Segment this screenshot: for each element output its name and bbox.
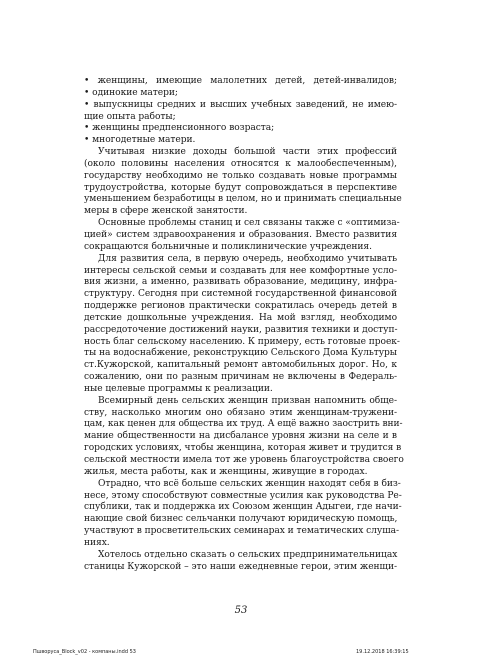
print-slug-file: Пшворуса_Block_v02 - компаны.indd 53 <box>33 649 136 655</box>
text-line: городских условиях, чтобы женщина, которая живет и трудится в <box>84 443 402 454</box>
text-line: поддержке регионов практически сократилась очередь детей в <box>84 301 397 312</box>
text-line: трудоустройства, которые будут сопровождаться в перспективе <box>84 182 397 193</box>
text-line: участвуют в просветительских семинарах и тематических слуша- <box>84 526 399 537</box>
text-line: нающие свой бизнес сельчанки получают юридическую помощь, <box>84 514 398 525</box>
text-line: Хотелось отдельно сказать о сельских предпринимательницах <box>98 549 398 560</box>
text-line: • многодетные матери. <box>84 135 196 146</box>
text-line: Отрадно, что всё больше сельских женщин находят себя в биз- <box>98 478 401 489</box>
text-line: рассредоточение достижений науки, развития техники и доступ- <box>84 324 398 335</box>
text-line: жилья, места работы, как и женщины, живущие в городах. <box>84 466 368 477</box>
text-line: • женщины предпенсионного возраста; <box>84 123 275 134</box>
text-line: Всемирный день сельских женщин призван напомнить обще- <box>98 395 397 406</box>
text-line: Учитывая низкие доходы большой части этих профессий <box>98 147 397 158</box>
text-line: Для развития села, в первую очередь, необходимо учитывать <box>98 253 397 264</box>
text-line: структуру. Сегодня при системной государственной финансовой <box>84 289 397 300</box>
text-line: уменьшением безработицы в целом, но и принимать специальные <box>84 194 402 205</box>
text-line: мание общественности на дисбалансе уровня жизни на селе и в <box>84 431 397 442</box>
text-line: сельской местности имела тот же уровень благоустройства своего <box>84 455 404 465</box>
text-line: цам, как ценен для общества их труд. А ещё важно заострить вни- <box>84 419 403 430</box>
text-line: ниях. <box>84 537 110 548</box>
text-line: (около половины населения относятся к малообеспеченным), <box>84 158 397 169</box>
text-line: сожалению, они по разным причинам не включены в Федераль- <box>84 372 397 383</box>
text-line: несе, этому способствуют совместные усилия как руководства Ре- <box>84 490 402 501</box>
print-slug-timestamp: 19.12.2018 16:39:15 <box>356 649 409 655</box>
text-line: ные целевые программы к реализации. <box>84 383 273 394</box>
text-line: интересы сельской семьи и создавать для нее комфортные усло- <box>84 265 397 276</box>
text-line: детские дошкольные учреждения. На мой взгляд, необходимо <box>84 312 397 323</box>
text-line: • выпускницы средних и высших учебных заведений, не имею- <box>84 99 397 110</box>
text-line: • женщины, имеющие малолетних детей, детей-инвалидов; <box>84 76 397 86</box>
text-line: цией» систем здравоохранения и образования. Вместо развития <box>84 229 397 240</box>
text-line: ст.Кужорской, капитальный ремонт автомобильных дорог. Но, к <box>84 360 397 371</box>
page-number: 53 <box>234 605 248 616</box>
text-line: ты на водоснабжение, реконструкцию Сельского Дома Культуры <box>84 348 397 359</box>
text-line: ность благ сельскому населению. К примеру, есть готовые проек- <box>84 336 400 347</box>
text-line: сокращаются больничные и поликлинические учреждения. <box>84 241 372 252</box>
text-line: Основные проблемы станиц и сел связаны также с «оптимиза- <box>98 218 400 229</box>
text-line: щие опыта работы; <box>84 111 176 122</box>
text-line: меры в сфере женской занятости. <box>84 206 248 217</box>
text-line: государству необходимо не только создавать новые программы <box>84 170 397 181</box>
text-column <box>84 76 404 573</box>
text-line: спублики, так и поддержка их Союзом женщин Адыгеи, где начи- <box>84 502 402 513</box>
text-line: • одинокие матери; <box>84 87 178 98</box>
text-line: станицы Кужорской – это наши ежедневные герои, этим женщи- <box>84 561 397 572</box>
text-line: ству, насколько многим оно обязано этим женщинам-тружени- <box>84 407 397 418</box>
text-line: вия жизни, а именно, развивать образование, медицину, инфра- <box>84 277 397 288</box>
